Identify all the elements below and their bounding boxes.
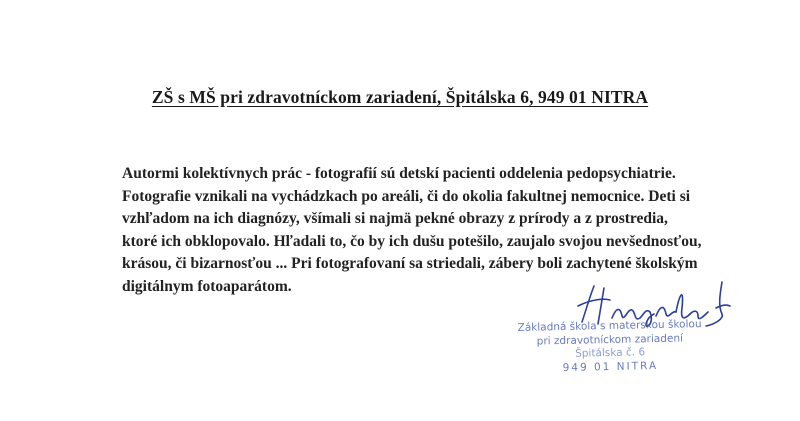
paragraph-line: ktoré ich obklopovalo. Hľadali to, čo by ich dušu potešilo, zaujalo svojou nevšednosťou,: [122, 232, 702, 250]
school-stamp: [504, 318, 715, 376]
paragraph-line: krásou, či bizarnosťou ... Pri fotografovaní sa striedali, zábery boli zachytené školským: [122, 255, 698, 273]
paragraph-line: Autormi kolektívnych prác - fotografií sú detskí pacienti oddelenia pedopsychiatrie.: [122, 165, 676, 182]
paragraph-line: digitálnym fotoaparátom.: [122, 277, 292, 295]
stamp-line: pri zdravotníckom zariadení: [536, 331, 684, 348]
paragraph-line: Fotografie vznikali na vychádzkach po areáli, či do okolia fakultnej nemocnice. Deti si: [122, 187, 691, 205]
school-heading: ZŠ s MŠ pri zdravotníckom zariadení, Špitálska 6, 949 01 NITRA: [151, 87, 649, 107]
stamp-line: Základná škola s materskou školou: [517, 318, 702, 334]
stamp-line: Špitálska č. 6: [575, 346, 646, 360]
stamp-line: 949 01 NITRA: [562, 359, 659, 374]
paragraph-line: vzhľadom na ich diagnózy, všímali si najmä pekné obrazy z prírody a z prostredia,: [122, 210, 668, 228]
